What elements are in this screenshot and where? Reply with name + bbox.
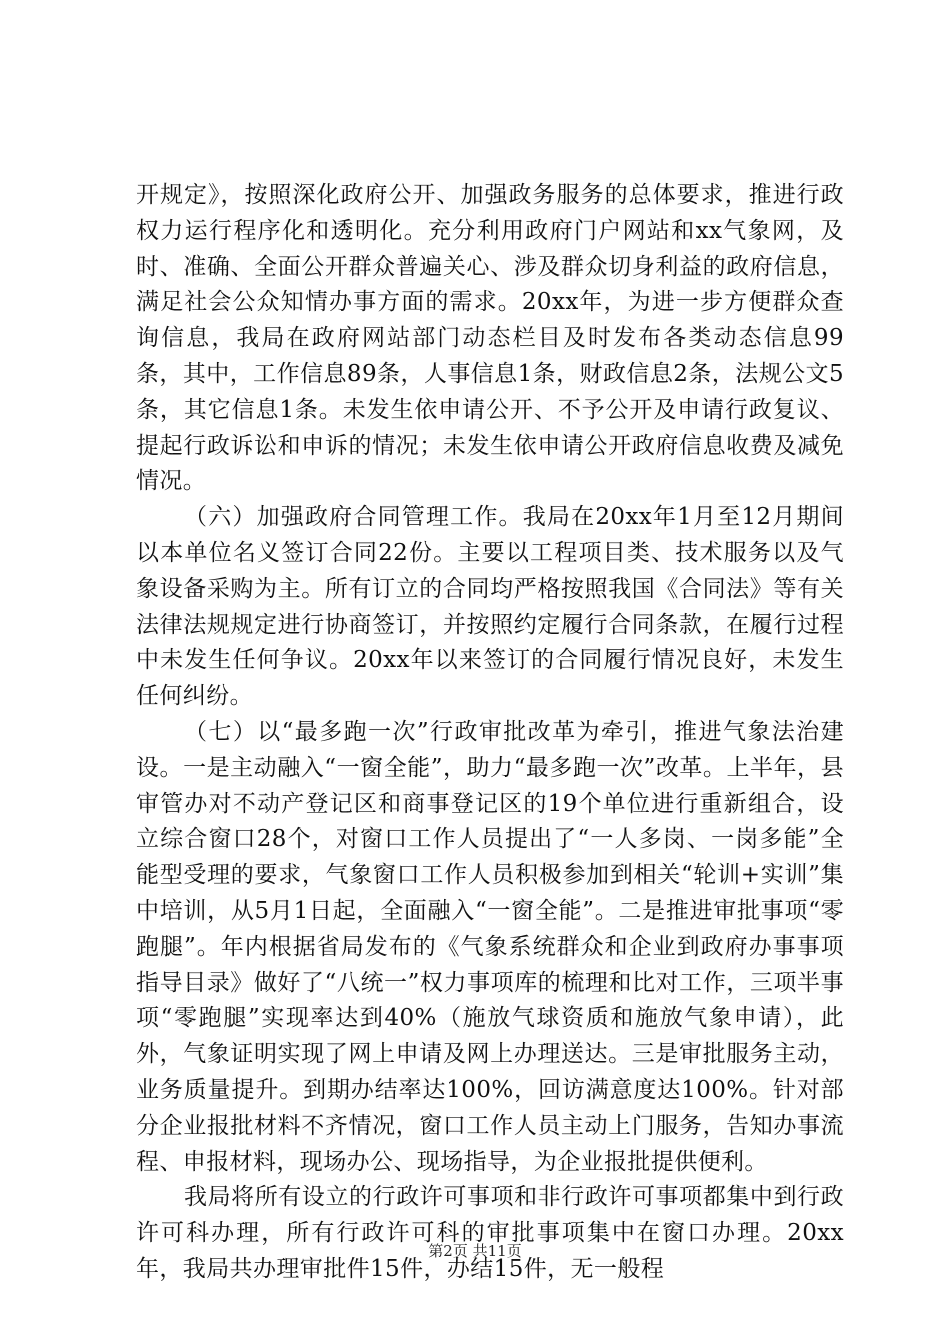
page-footer bbox=[0, 1240, 950, 1261]
body-text bbox=[136, 178, 844, 1288]
page-number-label: 第2页 共11页 bbox=[428, 1242, 522, 1260]
paragraph-disclosure: 开规定》，按照深化政府公开、加强政务服务的总体要求，推进行政权力运行程序化和透明化。充分利用政府门户网站和xx气象网，及时、准确、全面公开群众普遍关心、涉及群众切身利益的政府信息，满足社会公众知情办事方面的需求。20xx年，为进一步方便群众查询信息，我局在政府网站部门动态栏目及时发布各类动态信息99条，其中，工作信息89条，人事信息1条，财政信息2条，法规公文5条，其它信息1条。未发生依申请公开、不予公开及申请行政复议、提起行政诉讼和申诉的情况；未发生依申请公开政府信息收费及减免情况。 bbox=[136, 182, 844, 495]
paragraph-approval-reform: （七）以“最多跑一次”行政审批改革为牵引，推进气象法治建设。一是主动融入“一窗全能”，助力“最多跑一次”改革。上半年，县审管办对不动产登记区和商事登记区的19个单位进行重新组合，设立综合窗口28个，对窗口工作人员提出了“一人多岗、一岗多能”全能型受理的要求，气象窗口工作人员积极参加到相关“轮训+实训”集中培训，从5月1日起，全面融入“一窗全能”。二是推进审批事项“零跑腿”。年内根据省局发布的《气象系统群众和企业到政府办事事项指导目录》做好了“八统一”权力事项库的梳理和比对工作，三项半事项“零跑腿”实现率达到40%（施放气球资质和施放气象申请），此外，气象证明实现了网上申请及网上办理送达。三是审批服务主动，业务质量提升。到期办结率达100%，回访满意度达100%。针对部分企业报批材料不齐情况，窗口工作人员主动上门服务，告知办事流程、申报材料，现场办公、现场指导，为企业报批提供便利。 bbox=[136, 718, 844, 1175]
paragraph-contract-management: （六）加强政府合同管理工作。我局在20xx年1月至12月期间以本单位名义签订合同22份。主要以工程项目类、技术服务以及气象设备采购为主。所有订立的合同均严格按照我国《合同法》等有关法律法规规定进行协商签订，并按照约定履行合同条款，在履行过程中未发生任何争议。20xx年以来签订的合同履行情况良好，未发生任何纠纷。 bbox=[136, 504, 844, 710]
paragraph-licensing: 我局将所有设立的行政许可事项和非行政许可事项都集中到行政许可科办理，所有行政许可科的审批事项集中在窗口办理。20xx年，我局共办理审批件15件，办结15件，无一般程 bbox=[136, 1184, 844, 1282]
